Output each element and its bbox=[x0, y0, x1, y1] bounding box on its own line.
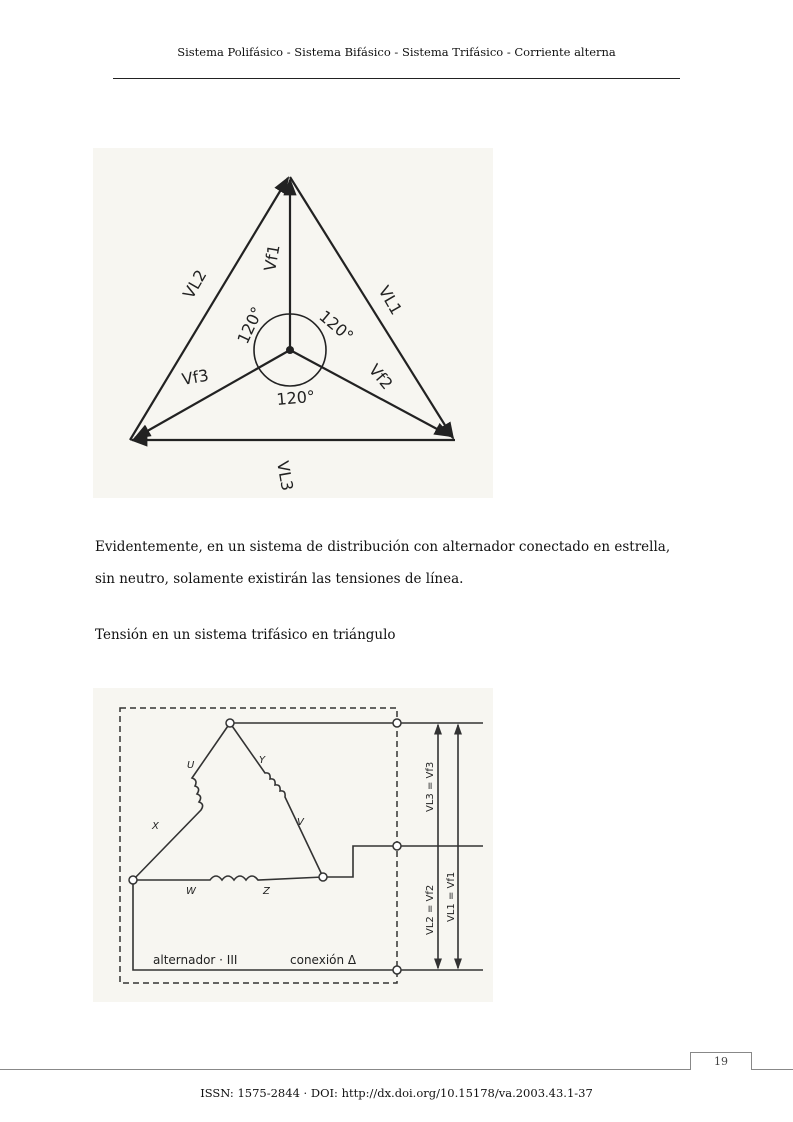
label-u: U bbox=[187, 760, 195, 771]
label-x: X bbox=[152, 821, 159, 832]
label-alternador: alternador · III bbox=[153, 953, 238, 967]
header-divider bbox=[113, 78, 680, 79]
label-vl1: VL1 = Vf1 bbox=[446, 871, 457, 922]
label-angle-3: 120° bbox=[275, 386, 316, 409]
label-w: W bbox=[186, 886, 196, 897]
label-vl3: VL3 bbox=[273, 459, 297, 493]
footer-issn-doi: ISSN: 1575-2844 · DOI: http://dx.doi.org/10.15178/va.2003.43.1-37 bbox=[200, 1086, 593, 1100]
label-vl1: VL1 bbox=[374, 282, 407, 319]
star-phasor-diagram bbox=[93, 148, 493, 498]
label-z: Z bbox=[263, 886, 270, 897]
label-v: V bbox=[297, 817, 304, 828]
label-y: Y bbox=[259, 755, 266, 766]
section-heading: Tensión en un sistema trifásico en triángulo bbox=[95, 627, 396, 643]
label-vf2: Vf2 bbox=[364, 360, 397, 394]
label-vf3: Vf3 bbox=[180, 365, 211, 389]
label-vl2: VL2 = Vf2 bbox=[425, 884, 436, 935]
page-number: 19 bbox=[690, 1052, 752, 1070]
delta-connection-diagram bbox=[93, 688, 493, 1002]
label-vl2: VL2 bbox=[179, 266, 211, 302]
label-vl3: VL3 = Vf3 bbox=[425, 761, 436, 812]
running-header: Sistema Polifásico - Sistema Bifásico - Sistema Trifásico - Corriente alterna bbox=[177, 45, 616, 59]
footer-divider bbox=[0, 1069, 793, 1070]
label-vf1: Vf1 bbox=[260, 243, 284, 273]
paragraph-line: sin neutro, solamente existirán las tensiones de línea. bbox=[95, 571, 464, 587]
label-conexion: conexión Δ bbox=[290, 953, 357, 967]
label-angle-2: 120° bbox=[315, 306, 358, 346]
paragraph-line: Evidentemente, en un sistema de distribución con alternador conectado en estrella, bbox=[95, 539, 671, 555]
label-angle-1: 120° bbox=[233, 303, 267, 347]
